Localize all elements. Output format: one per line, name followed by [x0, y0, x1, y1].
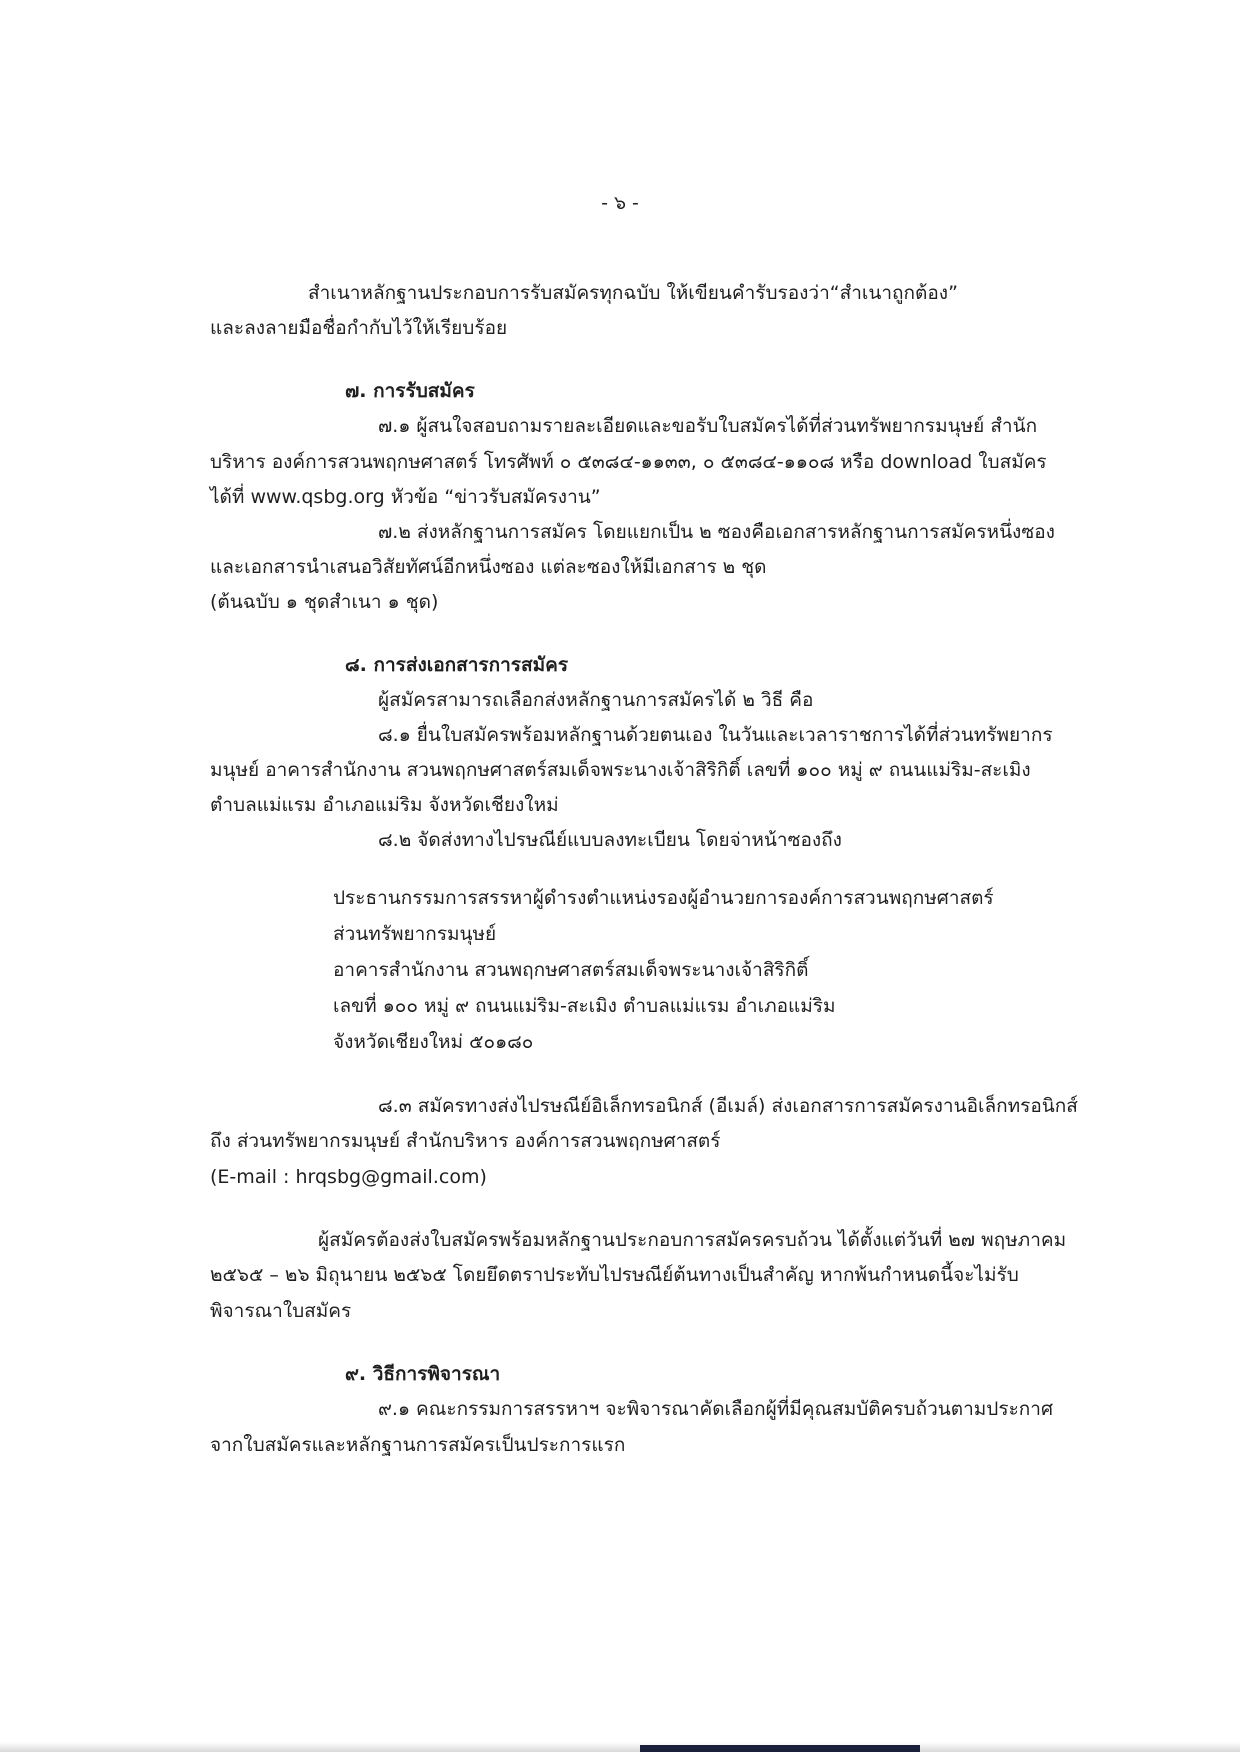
paragraph-line: ๒๕๖๕ – ๒๖ มิถุนายน ๒๕๖๕ โดยยึดตราประทับไปรษณีย์ต้นทางเป็นสำคัญ หากพ้นกำหนดนี้จะไม่รับ [210, 1264, 1019, 1286]
paragraph-line: ตำบลแม่แรม อำเภอแม่ริม จังหวัดเชียงใหม่ [210, 794, 559, 816]
paragraph-line: ผู้สมัครสามารถเลือกส่งหลักฐานการสมัครได้ ๒ วิธี คือ [378, 689, 814, 711]
section-9-heading: ๙. วิธีการพิจารณา [345, 1363, 501, 1385]
paragraph-line: ๗.๒ ส่งหลักฐานการสมัคร โดยแยกเป็น ๒ ซองคือเอกสารหลักฐานการสมัครหนึ่งซอง [378, 521, 1055, 543]
page-number: - ๖ - [601, 192, 639, 214]
email-line: (E-mail : hrqsbg@gmail.com) [210, 1166, 487, 1188]
paragraph-line: ผู้สมัครต้องส่งใบสมัครพร้อมหลักฐานประกอบการสมัครครบถ้วน ได้ตั้งแต่วันที่ ๒๗ พฤษภาคม [318, 1229, 1067, 1251]
address-line: ประธานกรรมการสรรหาผู้ดำรงตำแหน่งรองผู้อำนวยการองค์การสวนพฤกษศาสตร์ [333, 887, 994, 909]
paragraph-line: ๙.๑ คณะกรรมการสรรหาฯ จะพิจารณาคัดเลือกผู้ที่มีคุณสมบัติครบถ้วนตามประกาศ [378, 1398, 1054, 1420]
address-line: เลขที่ ๑๐๐ หมู่ ๙ ถนนแม่ริม-สะเมิง ตำบลแม่แรม อำเภอแม่ริม [333, 995, 836, 1017]
section-8-heading: ๘. การส่งเอกสารการสมัคร [345, 654, 569, 676]
paragraph-line: บริหาร องค์การสวนพฤกษศาสตร์ โทรศัพท์ ๐ ๕๓๘๔-๑๑๓๓, ๐ ๕๓๘๔-๑๑๐๘ หรือ download ใบสมัคร [210, 451, 1047, 473]
paragraph-line: จากใบสมัครและหลักฐานการสมัครเป็นประการแรก [210, 1434, 626, 1456]
paragraph-line: ได้ที่ www.qsbg.org หัวข้อ “ข่าวรับสมัครงาน” [210, 486, 601, 508]
paragraph-line: มนุษย์ อาคารสำนักงาน สวนพฤกษศาสตร์สมเด็จพระนางเจ้าสิริกิติ์ เลขที่ ๑๐๐ หมู่ ๙ ถนนแม่ริม-สะเมิง [210, 759, 1031, 781]
intro-line: และลงลายมือชื่อกำกับไว้ให้เรียบร้อย [210, 317, 508, 339]
section-7-heading: ๗. การรับสมัคร [345, 380, 475, 402]
paragraph-line: ๘.๑ ยื่นใบสมัครพร้อมหลักฐานด้วยตนเอง ในวันและเวลาราชการได้ที่ส่วนทรัพยากร [378, 724, 1053, 746]
address-line: อาคารสำนักงาน สวนพฤกษศาสตร์สมเด็จพระนางเจ้าสิริกิติ์ [333, 959, 809, 981]
paragraph-line: ๗.๑ ผู้สนใจสอบถามรายละเอียดและขอรับใบสมัครได้ที่ส่วนทรัพยากรมนุษย์ สำนัก [378, 415, 1038, 437]
paragraph-line: (ต้นฉบับ ๑ ชุดสำเนา ๑ ชุด) [210, 591, 439, 613]
paragraph-line: พิจารณาใบสมัคร [210, 1300, 352, 1322]
paragraph-line: ถึง ส่วนทรัพยากรมนุษย์ สำนักบริหาร องค์การสวนพฤกษศาสตร์ [210, 1130, 721, 1152]
paragraph-line: ๘.๒ จัดส่งทางไปรษณีย์แบบลงทะเบียน โดยจ่าหน้าซองถึง [378, 829, 842, 851]
intro-line: สำเนาหลักฐานประกอบการรับสมัครทุกฉบับ ให้เขียนคำรับรองว่า“สำเนาถูกต้อง” [308, 282, 958, 304]
address-line: จังหวัดเชียงใหม่ ๕๐๑๘๐ [333, 1031, 534, 1053]
scan-bottom-edge [0, 1742, 1240, 1752]
paragraph-line: ๘.๓ สมัครทางส่งไปรษณีย์อิเล็กทรอนิกส์ (อีเมล์) ส่งเอกสารการสมัครงานอิเล็กทรอนิกส์ [378, 1095, 1078, 1117]
paragraph-line: และเอกสารนำเสนอวิสัยทัศน์อีกหนึ่งซอง แต่ละซองให้มีเอกสาร ๒ ชุด [210, 556, 767, 578]
address-line: ส่วนทรัพยากรมนุษย์ [333, 923, 497, 945]
scan-bottom-mark [640, 1745, 920, 1752]
